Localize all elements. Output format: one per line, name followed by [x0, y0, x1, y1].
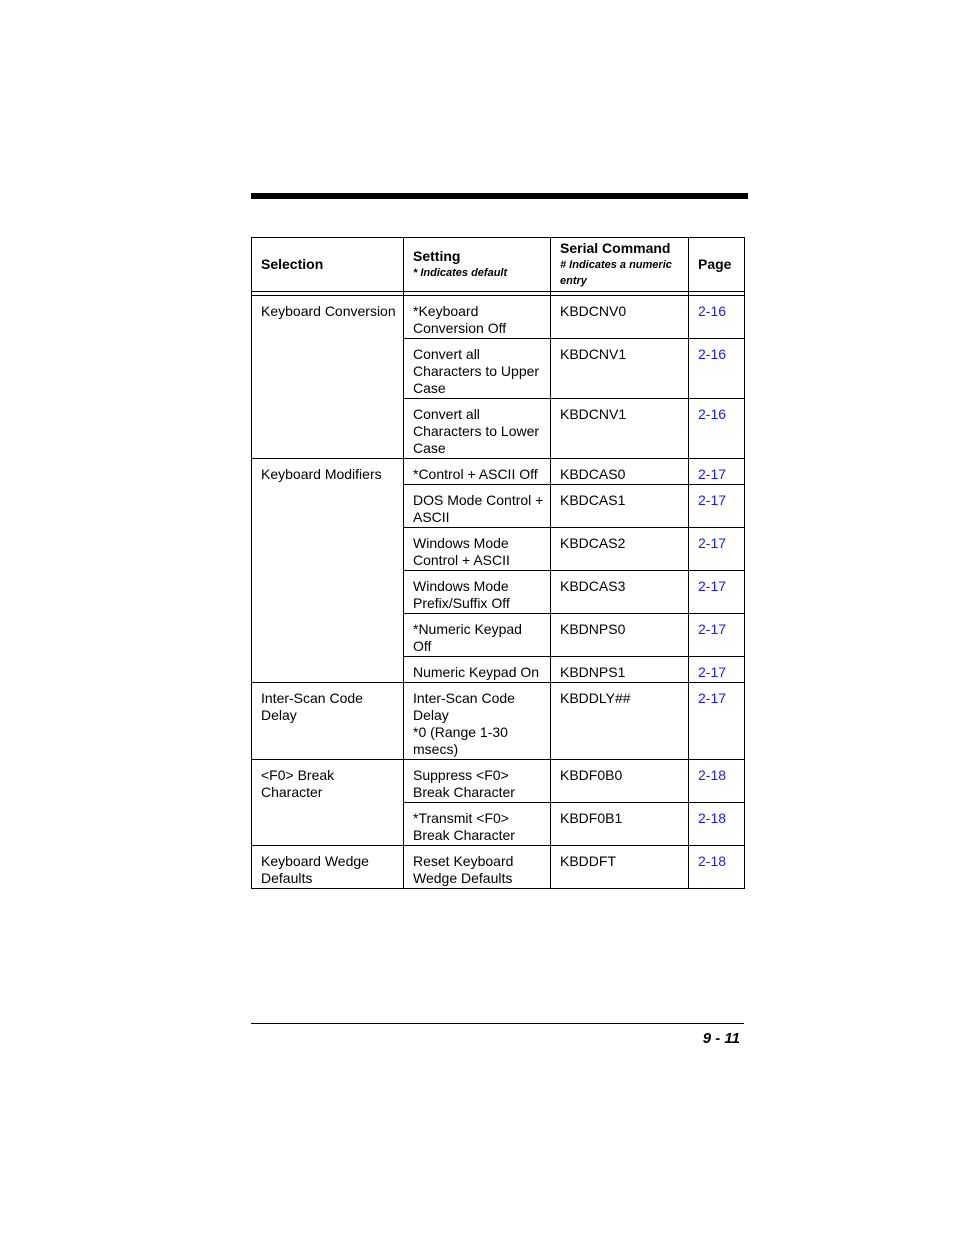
- serial-command-cell: KBDCAS3: [551, 571, 689, 614]
- setting-text: Convert all Characters to Lower Case: [413, 406, 540, 456]
- table-row: [252, 846, 745, 889]
- serial-command-cell: KBDF0B0: [551, 760, 689, 803]
- page-cell: [689, 760, 745, 803]
- page-cell: [689, 339, 745, 399]
- page-link[interactable]: 2-17: [698, 578, 727, 594]
- setting-text: Windows Mode Control + ASCII: [413, 535, 510, 568]
- serial-command-cell: KBDDLY##: [551, 683, 689, 760]
- page-link[interactable]: 2-18: [698, 767, 727, 783]
- setting-cell: [404, 657, 551, 683]
- serial-command-cell: KBDDFT: [551, 846, 689, 889]
- setting-default-text: *0 (Range 1-30 msecs): [413, 724, 508, 757]
- header-rule: [251, 193, 748, 199]
- page-link[interactable]: 2-17: [698, 621, 727, 637]
- page-link[interactable]: 2-17: [698, 492, 727, 508]
- header-page: Page: [689, 238, 745, 292]
- setting-text: Suppress <F0> Break Character: [413, 767, 515, 800]
- header-setting-label: Setting: [413, 248, 461, 264]
- serial-command-cell: KBDCAS0: [551, 459, 689, 485]
- setting-text: *Transmit <F0> Break Character: [413, 810, 515, 843]
- page-link[interactable]: 2-17: [698, 664, 727, 680]
- selection-cell: Keyboard Modifiers: [252, 459, 404, 683]
- setting-cell: [404, 528, 551, 571]
- selection-cell: Keyboard Wedge Defaults: [252, 846, 404, 889]
- page-link[interactable]: 2-18: [698, 810, 727, 826]
- page-link[interactable]: 2-17: [698, 690, 727, 706]
- page-cell: [689, 571, 745, 614]
- serial-command-table: [251, 237, 745, 889]
- page-link[interactable]: 2-16: [698, 303, 727, 319]
- setting-text: *Keyboard Conversion Off: [413, 303, 507, 336]
- table-row: [252, 683, 745, 760]
- setting-cell: [404, 399, 551, 459]
- setting-text: Convert all Characters to Upper Case: [413, 346, 540, 396]
- page-cell: [689, 614, 745, 657]
- header-setting-note: * Indicates default: [413, 267, 508, 279]
- page-cell: [689, 683, 745, 760]
- header-setting: [404, 238, 551, 292]
- setting-cell: [404, 485, 551, 528]
- serial-command-cell: KBDCAS1: [551, 485, 689, 528]
- setting-cell: [404, 296, 551, 339]
- setting-cell: [404, 803, 551, 846]
- setting-cell: [404, 614, 551, 657]
- header-serial-note: # Indicates a numeric entry: [560, 259, 672, 287]
- setting-text: *Numeric Keypad Off: [413, 621, 522, 654]
- page-link[interactable]: 2-16: [698, 346, 727, 362]
- setting-text: *Control + ASCII Off: [413, 466, 538, 482]
- page-cell: [689, 528, 745, 571]
- selection-cell: <F0> Break Character: [252, 760, 404, 846]
- table-row: [252, 459, 745, 485]
- header-serial-command-label: Serial Command: [560, 240, 671, 256]
- serial-command-cell: KBDCNV1: [551, 399, 689, 459]
- page-number: 9 - 11: [702, 1030, 740, 1047]
- page-link[interactable]: 2-18: [698, 853, 727, 869]
- page-cell: [689, 459, 745, 485]
- page-cell: [689, 846, 745, 889]
- setting-cell: [404, 760, 551, 803]
- serial-command-cell: KBDCNV1: [551, 339, 689, 399]
- setting-text: DOS Mode Control + ASCII: [413, 492, 544, 525]
- setting-cell: [404, 683, 551, 760]
- page-cell: [689, 485, 745, 528]
- setting-cell: [404, 459, 551, 485]
- page-link[interactable]: 2-17: [698, 535, 727, 551]
- page-cell: [689, 657, 745, 683]
- page-cell: [689, 399, 745, 459]
- setting-text: Numeric Keypad On: [413, 664, 540, 680]
- setting-text: Inter-Scan Code Delay: [413, 690, 515, 723]
- serial-command-cell: KBDNPS1: [551, 657, 689, 683]
- header-selection: Selection: [252, 238, 404, 292]
- serial-command-cell: KBDCAS2: [551, 528, 689, 571]
- setting-text: Windows Mode Prefix/Suffix Off: [413, 578, 510, 611]
- selection-cell: Keyboard Conversion: [252, 296, 404, 459]
- setting-cell: [404, 571, 551, 614]
- page-cell: [689, 803, 745, 846]
- serial-command-cell: KBDCNV0: [551, 296, 689, 339]
- table-row: [252, 760, 745, 803]
- selection-cell: Inter-Scan Code Delay: [252, 683, 404, 760]
- serial-command-cell: KBDNPS0: [551, 614, 689, 657]
- table-header-row: [252, 238, 745, 292]
- page-cell: [689, 296, 745, 339]
- setting-cell: [404, 339, 551, 399]
- setting-cell: [404, 846, 551, 889]
- table-body: [252, 296, 745, 889]
- page-link[interactable]: 2-16: [698, 406, 727, 422]
- footer-rule: [251, 1023, 744, 1024]
- page-link[interactable]: 2-17: [698, 466, 727, 482]
- header-serial-command: [551, 238, 689, 292]
- serial-command-cell: KBDF0B1: [551, 803, 689, 846]
- table-row: [252, 296, 745, 339]
- setting-text: Reset Keyboard Wedge Defaults: [413, 853, 514, 886]
